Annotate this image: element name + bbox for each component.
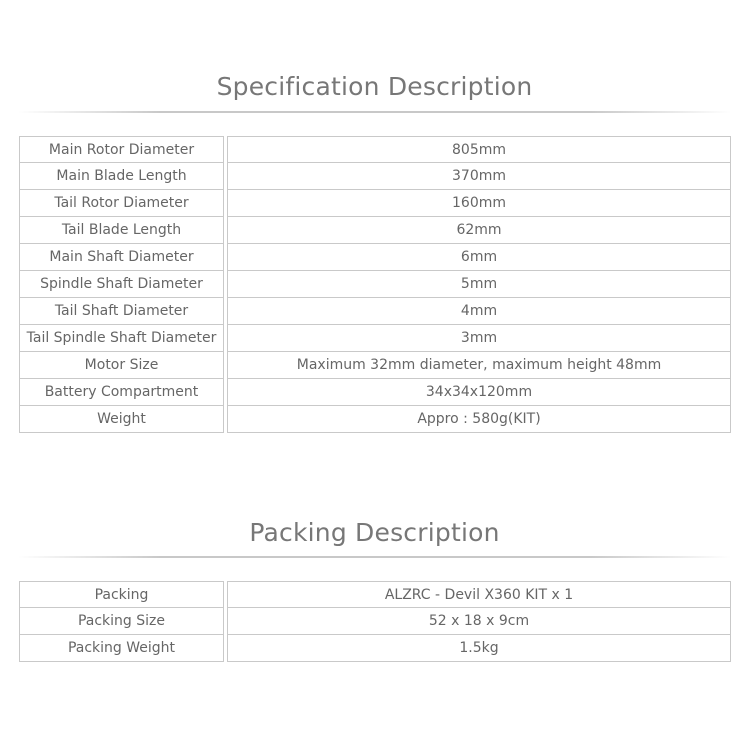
row-label: Weight xyxy=(19,406,224,433)
row-label: Packing Size xyxy=(19,608,224,635)
row-value: 4mm xyxy=(227,298,731,325)
row-label: Motor Size xyxy=(19,352,224,379)
row-label: Tail Blade Length xyxy=(19,217,224,244)
table-row xyxy=(19,271,731,298)
specification-title: Specification Description xyxy=(216,72,533,101)
row-value: 1.5kg xyxy=(227,635,731,662)
packing-divider xyxy=(18,556,731,558)
table-row xyxy=(19,190,731,217)
table-row xyxy=(19,608,731,635)
table-row xyxy=(19,244,731,271)
packing-table xyxy=(19,581,731,662)
row-value: Appro : 580g(KIT) xyxy=(227,406,731,433)
row-value: 5mm xyxy=(227,271,731,298)
row-value: 6mm xyxy=(227,244,731,271)
row-label: Main Blade Length xyxy=(19,163,224,190)
row-label: Tail Shaft Diameter xyxy=(19,298,224,325)
row-label: Packing Weight xyxy=(19,635,224,662)
row-label: Tail Spindle Shaft Diameter xyxy=(19,325,224,352)
row-value: 160mm xyxy=(227,190,731,217)
row-value: 3mm xyxy=(227,325,731,352)
table-row xyxy=(19,136,731,163)
packing-title: Packing Description xyxy=(249,518,500,547)
table-row xyxy=(19,163,731,190)
row-value: 62mm xyxy=(227,217,731,244)
specification-table xyxy=(19,136,731,433)
table-row xyxy=(19,581,731,608)
table-row xyxy=(19,352,731,379)
row-value: 52 x 18 x 9cm xyxy=(227,608,731,635)
row-value: Maximum 32mm diameter, maximum height 48mm xyxy=(227,352,731,379)
row-label: Main Shaft Diameter xyxy=(19,244,224,271)
specification-divider xyxy=(18,111,731,113)
table-row xyxy=(19,379,731,406)
table-row xyxy=(19,406,731,433)
table-row xyxy=(19,325,731,352)
row-label: Tail Rotor Diameter xyxy=(19,190,224,217)
row-value: 34x34x120mm xyxy=(227,379,731,406)
table-row xyxy=(19,217,731,244)
row-value: 805mm xyxy=(227,136,731,163)
row-label: Battery Compartment xyxy=(19,379,224,406)
row-value: ALZRC - Devil X360 KIT x 1 xyxy=(227,581,731,608)
table-row xyxy=(19,635,731,662)
table-row xyxy=(19,298,731,325)
row-label: Packing xyxy=(19,581,224,608)
row-label: Spindle Shaft Diameter xyxy=(19,271,224,298)
row-label: Main Rotor Diameter xyxy=(19,136,224,163)
row-value: 370mm xyxy=(227,163,731,190)
